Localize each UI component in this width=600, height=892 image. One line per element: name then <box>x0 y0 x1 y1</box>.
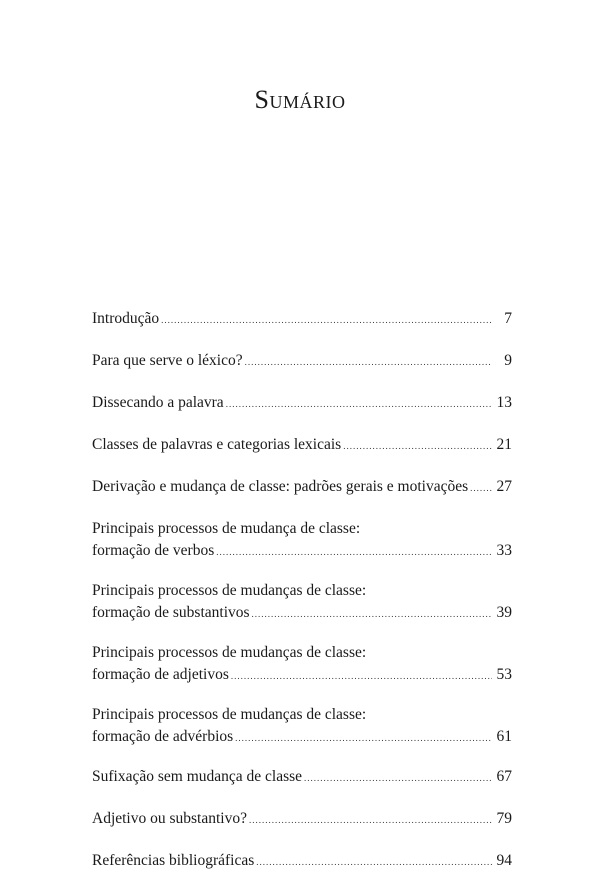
toc-entry-label: Introdução <box>92 310 160 327</box>
toc-entry <box>92 766 512 789</box>
page-title: Sumário <box>254 85 346 114</box>
dot-leader <box>343 435 492 457</box>
toc-row <box>92 350 512 373</box>
dot-leader <box>235 727 492 749</box>
dot-leader <box>161 309 492 331</box>
toc-page-number: 9 <box>504 352 512 369</box>
toc-page-number: 67 <box>496 768 512 785</box>
toc-row <box>92 602 512 625</box>
toc-entry <box>92 704 512 749</box>
toc-entry-label: formação de adjetivos <box>92 666 229 683</box>
toc-page-number: 39 <box>496 604 512 621</box>
toc-row <box>92 434 512 457</box>
toc-entry-label: Derivação e mudança de classe: padrões gerais e motivações <box>92 478 469 495</box>
dot-leader <box>245 351 492 373</box>
toc-entry <box>92 850 512 873</box>
toc-page-number: 27 <box>496 478 512 495</box>
toc-entry <box>92 518 512 563</box>
toc-entry <box>92 350 512 373</box>
dot-leader <box>470 477 492 499</box>
toc-page-number: 79 <box>496 810 512 827</box>
toc-entry <box>92 476 512 499</box>
toc-entry <box>92 808 512 831</box>
dot-leader <box>249 809 492 831</box>
toc-row <box>92 664 512 687</box>
toc-entry <box>92 308 512 331</box>
toc-row <box>92 392 512 415</box>
toc-row <box>92 766 512 789</box>
toc-entry-first-line: Principais processos de mudanças de classe: <box>92 644 367 661</box>
toc-entry-label: Adjetivo ou substantivo? <box>92 810 247 827</box>
dot-leader <box>216 541 492 563</box>
dot-leader <box>226 393 492 415</box>
toc-entry-label: Dissecando a palavra <box>92 394 224 411</box>
toc-entry-label: Sufixação sem mudança de classe <box>92 768 303 785</box>
dot-leader <box>252 603 492 625</box>
toc-page-number: 53 <box>496 666 512 683</box>
toc-page-number: 21 <box>496 436 512 453</box>
toc-row <box>92 726 512 749</box>
toc-entry <box>92 434 512 457</box>
toc-entry-label: formação de verbos <box>92 542 215 559</box>
toc-row <box>92 808 512 831</box>
toc-entry-label: Referências bibliográficas <box>92 852 255 869</box>
dot-leader <box>231 665 492 687</box>
dot-leader <box>256 851 492 873</box>
table-of-contents <box>92 308 512 892</box>
toc-page-number: 13 <box>496 394 512 411</box>
toc-entry-first-line: Principais processos de mudança de classe: <box>92 520 361 537</box>
toc-entry-label: formação de substantivos <box>92 604 250 621</box>
toc-entry-label: Classes de palavras e categorias lexicais <box>92 436 342 453</box>
toc-entry <box>92 580 512 625</box>
toc-row <box>92 540 512 563</box>
dot-leader <box>304 767 492 789</box>
toc-page-number: 61 <box>496 728 512 745</box>
toc-page-number: 7 <box>504 310 512 327</box>
toc-entry-label: formação de advérbios <box>92 728 234 745</box>
toc-entry <box>92 642 512 687</box>
toc-entry-first-line: Principais processos de mudanças de classe: <box>92 582 367 599</box>
toc-page-number: 33 <box>496 542 512 559</box>
toc-row <box>92 308 512 331</box>
toc-entry-first-line: Principais processos de mudanças de classe: <box>92 706 367 723</box>
toc-row <box>92 850 512 873</box>
toc-row <box>92 476 512 499</box>
toc-page-number: 94 <box>496 852 512 869</box>
toc-entry-label: Para que serve o léxico? <box>92 352 243 369</box>
toc-entry <box>92 392 512 415</box>
